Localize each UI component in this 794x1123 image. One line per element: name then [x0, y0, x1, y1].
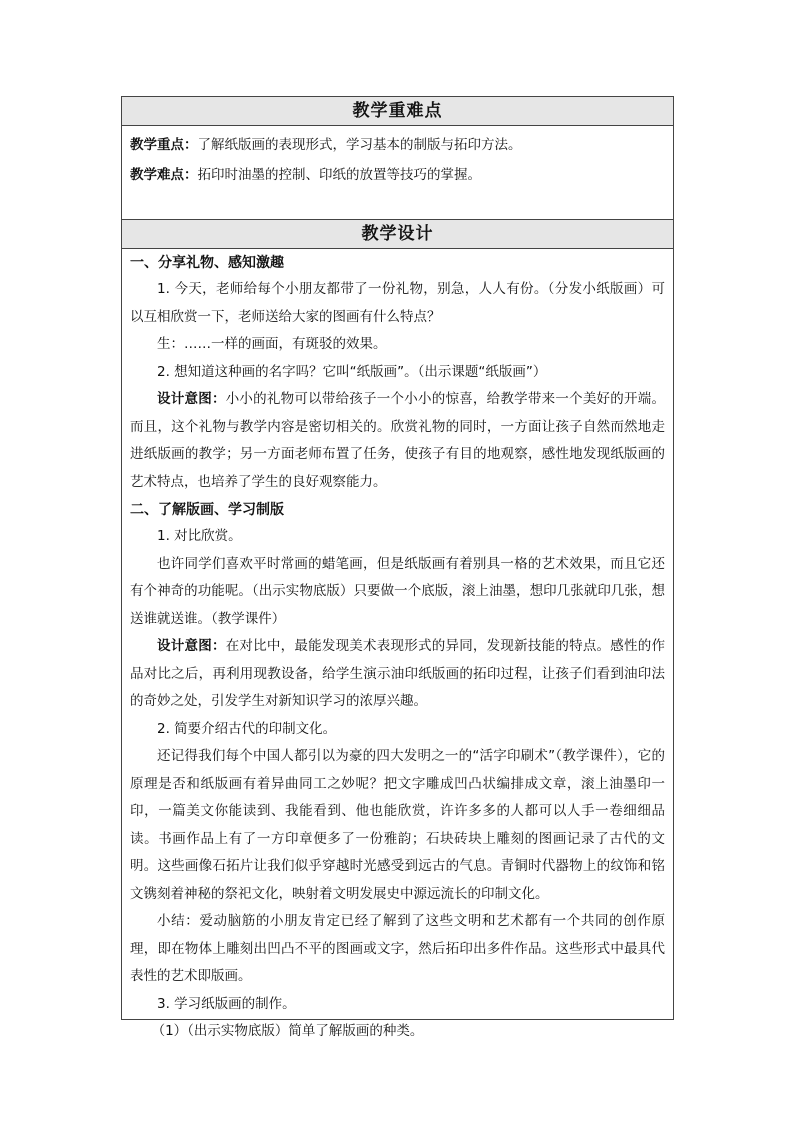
paragraph: 小结：爱动脑筋的小朋友肯定已经了解到了这些文明和艺术都有一个共同的创作原理，即在物体上雕刻出凹凸不平的图画或文字，然后拓印出多件作品。这些形式中最具代表性的艺术即版画。 — [130, 913, 665, 984]
paragraph: 1. 对比欣赏。 — [157, 528, 242, 544]
difficulty-label: 教学难点： — [130, 167, 198, 183]
paragraph: （1）（出示实物底版）简单了解版画的种类。 — [151, 1023, 424, 1039]
paragraph: 还记得我们每个中国人都引以为豪的四大发明之一的“活字印刷术”（教学课件），它的原理是否和纸版画有着异曲同工之妙呢？把文字雕成凹凸状编排成文章，滚上油墨印一印，一篇美文你能读到、我能看到、他也能欣赏，许许多多的人都可以人手一卷细细品读。书画作品上有了一方印章便多了一份雅韵；石块砖块上雕刻的图画记录了古代的文明。这些画像石拓片让我们似乎穿越时光感受到远古的气息。青铜时代器物上的纹饰和铭文镌刻着神秘的祭祀文化，映射着文明发展史中源远流长的印制文化。 — [130, 748, 665, 902]
paragraph: 1. 今天，老师给每个小朋友都带了一份礼物，别急，人人有份。（分发小纸版画）可以互相欣赏一下，老师送给大家的图画有什么特点？ — [130, 281, 665, 325]
design-content — [122, 250, 673, 1046]
paragraph: 2. 想知道这种画的名字吗？它叫“纸版画”。（出示课题“纸版画”） — [157, 363, 547, 380]
focus-label: 教学重点： — [130, 137, 198, 153]
teaching-focus — [130, 130, 665, 160]
section2-title: 二、了解版画、学习制版 — [130, 502, 284, 518]
paragraph: 2. 简要介绍古代的印制文化。 — [157, 720, 337, 737]
lesson-plan-table — [121, 96, 674, 1039]
paragraph: 生：……一样的画面，有斑驳的效果。 — [157, 336, 387, 352]
design-intent — [130, 633, 665, 716]
intent-label: 设计意图： — [157, 391, 226, 407]
key-points-content — [122, 126, 673, 220]
intent-text: 在对比中，最能发现美术表现形式的异同，发现新技能的特点。感性的作品对比之后，再利用现教设备，给学生演示油印纸版画的拓印过程，让孩子们看到油印法的奇妙之处，引发学生对新知识学习的浓厚兴趣。 — [130, 638, 666, 709]
teaching-difficulty — [130, 160, 665, 190]
difficulty-text: 拓印时油墨的控制、印纸的放置等技巧的掌握。 — [197, 167, 481, 183]
intent-label: 设计意图： — [157, 638, 226, 654]
focus-text: 了解纸版画的表现形式，学习基本的制版与拓印方法。 — [197, 137, 522, 153]
section1-title: 一、分享礼物、感知激趣 — [130, 255, 284, 271]
key-points-header: 教学重难点 — [122, 97, 673, 126]
design-intent — [130, 386, 665, 496]
paragraph: 3. 学习纸版画的制作。 — [157, 995, 296, 1012]
paragraph: 也许同学们喜欢平时常画的蜡笔画，但是纸版画有着别具一格的艺术效果，而且它还有个神奇的功能呢。（出示实物底版）只要做一个底版，滚上油墨，想印几张就印几张，想送谁就送谁。（教学课件） — [130, 555, 665, 627]
intent-text: 小小的礼物可以带给孩子一个小小的惊喜，给教学带来一个美好的开端。而且，这个礼物与教学内容是密切相关的。欣赏礼物的同时，一方面让孩子自然而然地走进纸版画的教学；另一方面老师布置了任务，使孩子有目的地观察，感性地发现纸版画的艺术特点，也培养了学生的良好观察能力。 — [130, 391, 666, 490]
design-header: 教学设计 — [122, 220, 673, 249]
